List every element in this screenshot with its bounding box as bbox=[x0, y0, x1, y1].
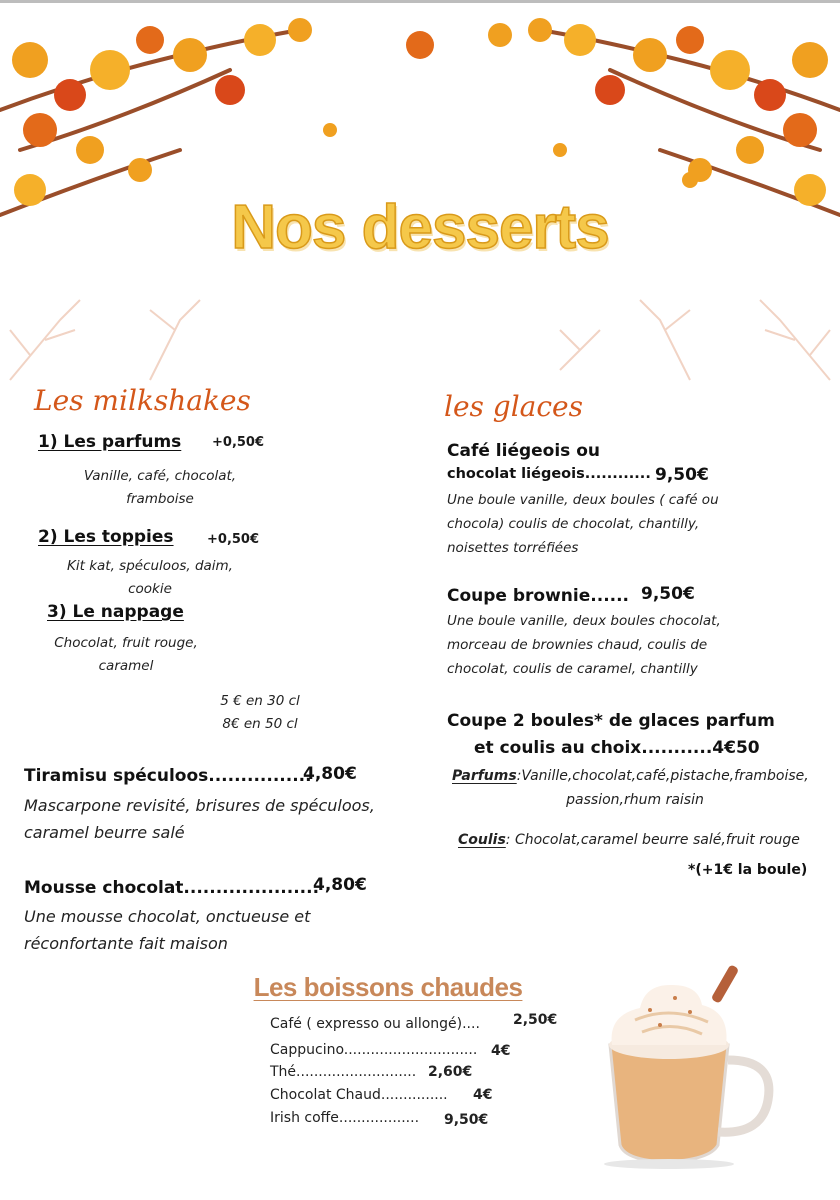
toppies-label: 2) Les toppies bbox=[38, 527, 174, 547]
toppies-price: +0,50€ bbox=[207, 532, 260, 547]
liegeois-desc2: chocola) coulis de chocolat, chantilly, bbox=[447, 516, 700, 532]
liegeois-desc3: noisettes torréfiées bbox=[447, 540, 579, 556]
parfums-choice-text: :Vanille,chocolat,café,pistache,framboise, bbox=[516, 768, 809, 784]
nappage-line2: caramel bbox=[98, 658, 154, 674]
coulis-choice bbox=[458, 828, 800, 852]
coulis-choice-text: : Chocolat,caramel beurre salé,fruit rouge bbox=[505, 832, 800, 848]
drink-price-value: 2,60€ bbox=[428, 1064, 473, 1080]
parfums-choice bbox=[452, 764, 809, 788]
tiramisu-name: Tiramisu spéculoos................ bbox=[24, 766, 312, 786]
parfums-choice-text2: passion,rhum raisin bbox=[566, 792, 704, 808]
page-title: Nos desserts bbox=[231, 193, 609, 262]
drink-name: Irish coffe.................. bbox=[270, 1110, 420, 1126]
mousse-desc1: Une mousse chocolat, onctueuse et bbox=[24, 907, 311, 926]
parfums-label: 1) Les parfums bbox=[38, 432, 182, 452]
tiramisu-price: 4,80€ bbox=[303, 764, 357, 784]
toppies-line2: cookie bbox=[128, 581, 172, 597]
drink-name: Thé........................... bbox=[270, 1064, 417, 1080]
nappage-line1: Chocolat, fruit rouge, bbox=[54, 635, 198, 651]
parfums-line1: Vanille, café, chocolat, bbox=[83, 468, 237, 484]
drink-irish bbox=[270, 1110, 419, 1126]
drink-price-value: 9,50€ bbox=[444, 1112, 489, 1128]
drink-price-value: 4€ bbox=[473, 1087, 493, 1103]
size-50cl: 8€ en 50 cl bbox=[222, 716, 298, 732]
liegeois-desc1: Une boule vanille, deux boules ( café ou bbox=[447, 492, 719, 508]
drink-name: Chocolat Chaud............... bbox=[270, 1087, 448, 1103]
brownie-desc1: Une boule vanille, deux boules chocolat, bbox=[447, 613, 721, 629]
liegeois-line1: Café liégeois ou bbox=[447, 441, 600, 461]
drink-cappucino bbox=[270, 1042, 477, 1058]
drink-price bbox=[491, 1043, 510, 1059]
tiramisu-desc2: caramel beurre salé bbox=[24, 823, 185, 842]
drink-price bbox=[428, 1064, 472, 1080]
drink-name: Cappucino.............................. bbox=[270, 1042, 478, 1058]
boissons-heading: Les boissons chaudes bbox=[253, 972, 523, 1002]
drink-price-value: 2,50€ bbox=[513, 1012, 558, 1028]
brownie-desc2: morceau de brownies chaud, coulis de bbox=[447, 637, 708, 653]
drink-name: Café ( expresso ou allongé).... bbox=[270, 1016, 480, 1032]
brownie-name: Coupe brownie...... bbox=[447, 586, 630, 606]
drink-chocolat bbox=[270, 1087, 448, 1103]
mousse-price: 4,80€ bbox=[313, 875, 367, 895]
glaces-heading: les glaces bbox=[444, 390, 583, 423]
size-30cl: 5 € en 30 cl bbox=[220, 693, 300, 709]
drink-price bbox=[513, 1012, 557, 1028]
coulis-choice-label: Coulis bbox=[458, 832, 506, 848]
latte-cup-image bbox=[590, 950, 790, 1170]
mousse-name: Mousse chocolat..................... bbox=[24, 878, 320, 898]
brownie-desc3: chocolat, coulis de caramel, chantilly bbox=[447, 661, 698, 677]
toppies-line1: Kit kat, spéculoos, daim, bbox=[67, 558, 233, 574]
coupe2-line1: Coupe 2 boules* de glaces parfum bbox=[447, 711, 775, 731]
drink-price bbox=[444, 1112, 488, 1128]
liegeois-name: chocolat liégeois............ bbox=[447, 466, 651, 482]
drink-price bbox=[473, 1087, 492, 1103]
milkshakes-heading: Les milkshakes bbox=[34, 384, 251, 417]
liegeois-price: 9,50€ bbox=[655, 465, 709, 485]
nappage-label: 3) Le nappage bbox=[47, 602, 184, 622]
tiramisu-desc1: Mascarpone revisité, brisures de spéculoos, bbox=[24, 796, 375, 815]
drink-price-value: 4€ bbox=[491, 1043, 511, 1059]
brownie-price: 9,50€ bbox=[641, 584, 695, 604]
coupe2-line2: et coulis au choix...........4€50 bbox=[474, 738, 760, 758]
drink-cafe bbox=[270, 1016, 480, 1032]
drink-the bbox=[270, 1064, 416, 1080]
parfums-line2: framboise bbox=[126, 491, 194, 507]
parfums-choice-label: Parfums bbox=[452, 768, 517, 784]
parfums-price: +0,50€ bbox=[212, 435, 265, 450]
boule-note: *(+1€ la boule) bbox=[688, 862, 808, 878]
mousse-desc2: réconfortante fait maison bbox=[24, 934, 228, 953]
